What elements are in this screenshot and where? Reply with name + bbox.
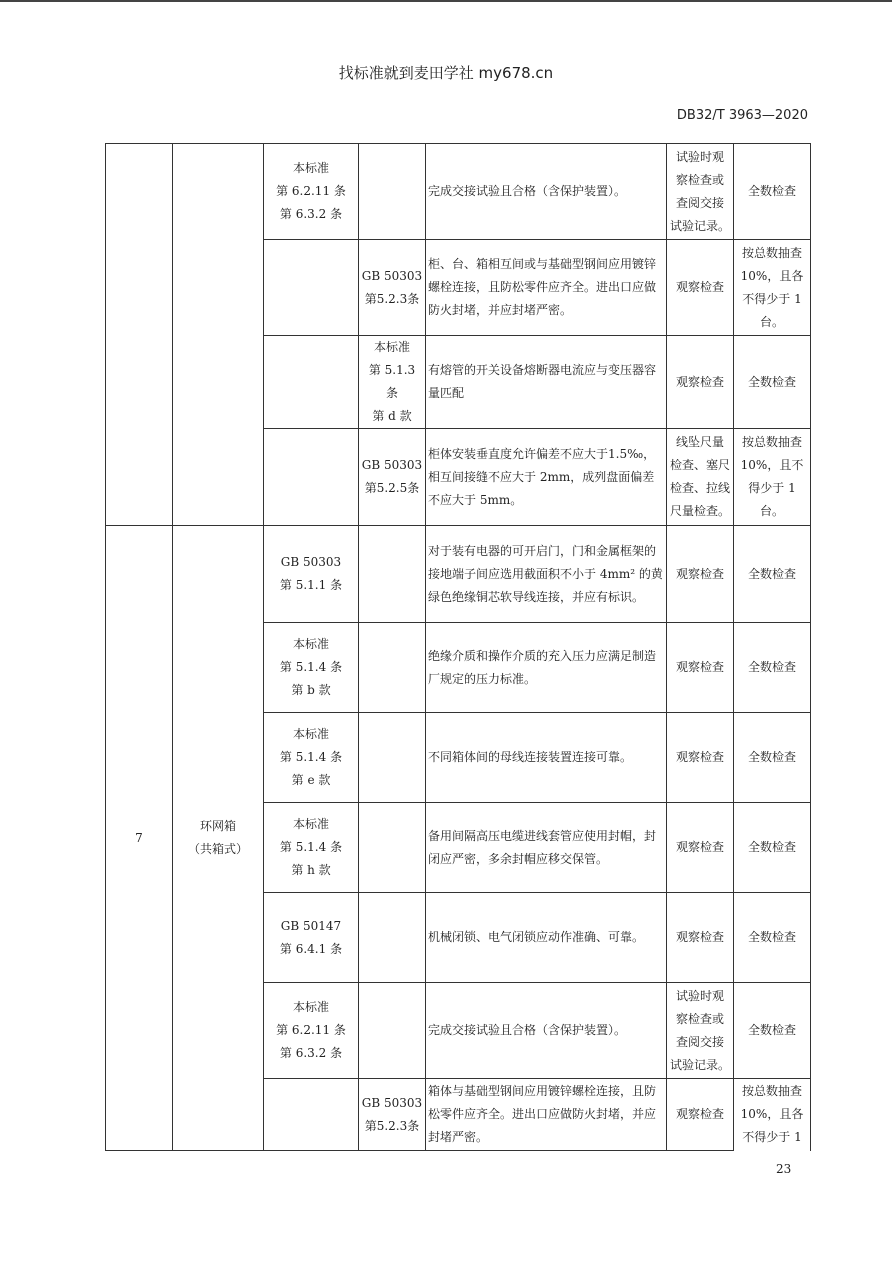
inspection-method-cell xyxy=(667,526,734,623)
item-number-cell xyxy=(106,144,173,526)
standard-ref-cell xyxy=(264,893,359,983)
general-ref-cell-line: 第 5.1.3 条 xyxy=(368,363,416,400)
inspection-quantity-cell xyxy=(734,983,811,1079)
inspection-quantity-cell-line: 全数检查 xyxy=(747,840,796,854)
inspection-quantity-cell xyxy=(734,526,811,623)
table-body xyxy=(106,144,811,1151)
general-ref-cell xyxy=(359,240,426,336)
item-number-cell: 7 xyxy=(106,526,173,1151)
requirement-cell: 箱体与基础型钢间应用镀锌螺栓连接，且防松零件应齐全。进出口应做防火封堵，并应封堵严密。 xyxy=(426,1079,667,1151)
standard-ref-cell-line: 第 6.3.2 条 xyxy=(279,207,343,221)
table-row xyxy=(106,526,811,623)
inspection-method-cell-line: 查阅交接 xyxy=(675,1034,724,1049)
inspection-method-cell-line: 试验时观 xyxy=(675,988,724,1003)
standard-ref-cell-line: GB 50303 xyxy=(280,555,342,569)
inspection-quantity-cell-line: 全数检查 xyxy=(747,750,796,764)
inspection-method-cell xyxy=(667,336,734,429)
inspection-quantity-cell xyxy=(734,429,811,526)
inspection-quantity-cell-line: 全数检查 xyxy=(747,1023,796,1037)
inspection-method-cell xyxy=(667,1079,734,1151)
general-ref-cell xyxy=(359,429,426,526)
inspection-quantity-cell xyxy=(734,144,811,240)
inspection-quantity-cell-line: 10%，且各 xyxy=(740,1107,804,1122)
inspection-quantity-cell-line: 不得少于 1 xyxy=(742,291,802,306)
inspection-method-cell-line: 察检查或 xyxy=(675,1011,724,1026)
standard-ref-cell xyxy=(264,623,359,713)
standard-ref-cell xyxy=(264,1079,359,1151)
inspection-quantity-cell-line: 全数检查 xyxy=(747,374,796,389)
equipment-name-cell-line: 环网箱 xyxy=(199,819,236,833)
inspection-quantity-cell-line: 10%，且不 xyxy=(740,458,804,472)
requirement-cell: 柜体安装垂直度允许偏差不应大于1.5‰，相互间接缝不应大于 2mm，成列盘面偏差不应大于 5mm。 xyxy=(426,429,667,526)
general-ref-cell-line: 本标准 xyxy=(373,340,410,354)
inspection-quantity-cell xyxy=(734,803,811,893)
inspection-method-cell-line: 试验时观 xyxy=(675,149,724,164)
general-ref-cell-line: 第5.2.3条 xyxy=(364,291,420,306)
inspection-quantity-cell-line: 10%，且各 xyxy=(740,268,804,283)
inspection-method-cell-line: 查阅交接 xyxy=(675,195,724,210)
general-ref-cell xyxy=(359,526,426,623)
standard-ref-cell xyxy=(264,526,359,623)
inspection-method-cell-line: 观察检查 xyxy=(675,566,724,581)
general-ref-cell-line: 第5.2.3条 xyxy=(364,1118,420,1133)
standard-ref-cell-line: 第 5.1.4 条 xyxy=(279,660,343,674)
standard-ref-cell xyxy=(264,803,359,893)
requirement-cell: 备用间隔高压电缆进线套管应使用封帽，封闭应严密，多余封帽应移交保管。 xyxy=(426,803,667,893)
inspection-quantity-cell-line: 按总数抽查 xyxy=(741,435,802,449)
standard-ref-cell xyxy=(264,336,359,429)
requirement-cell: 机械闭锁、电气闭锁应动作准确、可靠。 xyxy=(426,893,667,983)
general-ref-cell xyxy=(359,623,426,713)
standard-ref-cell-line: 本标准 xyxy=(292,637,329,651)
inspection-method-cell xyxy=(667,803,734,893)
standard-ref-cell xyxy=(264,240,359,336)
inspection-quantity-cell xyxy=(734,623,811,713)
inspection-quantity-cell xyxy=(734,713,811,803)
standard-ref-cell-line: 第 5.1.1 条 xyxy=(279,578,343,592)
document-code: DB32/T 3963—2020 xyxy=(676,108,808,123)
equipment-name-cell xyxy=(173,144,264,526)
inspection-quantity-cell xyxy=(734,240,811,336)
requirement-cell: 绝缘介质和操作介质的充入压力应满足制造厂规定的压力标准。 xyxy=(426,623,667,713)
inspection-method-cell xyxy=(667,713,734,803)
requirement-cell: 有熔管的开关设备熔断器电流应与变压器容量匹配 xyxy=(426,336,667,429)
general-ref-cell xyxy=(359,713,426,803)
standard-ref-cell-line: GB 50147 xyxy=(280,918,342,933)
inspection-method-cell-line: 检查、塞尺 xyxy=(669,458,730,472)
inspection-method-cell xyxy=(667,429,734,526)
table-row xyxy=(106,144,811,240)
general-ref-cell xyxy=(359,893,426,983)
general-ref-cell xyxy=(359,803,426,893)
inspection-method-cell xyxy=(667,893,734,983)
general-ref-cell xyxy=(359,144,426,240)
inspection-quantity-cell-line: 台。 xyxy=(759,314,784,329)
inspection-method-cell-line: 检查、拉线 xyxy=(669,481,730,495)
inspection-method-cell-line: 观察检查 xyxy=(675,840,724,854)
standard-ref-cell xyxy=(264,429,359,526)
standard-ref-cell-line: 第 6.4.1 条 xyxy=(279,941,343,956)
general-ref-cell-line: GB 50303 xyxy=(361,1095,423,1110)
general-ref-cell-line: 第5.2.5条 xyxy=(364,481,420,495)
requirement-cell: 完成交接试验且合格（含保护装置）。 xyxy=(426,144,667,240)
general-ref-cell-line: 第 d 款 xyxy=(372,409,412,423)
inspection-method-cell-line: 线坠尺量 xyxy=(675,435,724,449)
watermark-header: 找标准就到麦田学社 my678.cn xyxy=(338,64,554,82)
inspection-method-cell xyxy=(667,983,734,1079)
inspection-method-cell-line: 尺量检查。 xyxy=(669,504,730,518)
inspection-quantity-cell-line: 全数检查 xyxy=(747,930,796,944)
standard-ref-cell-line: 本标准 xyxy=(292,1000,329,1014)
standard-ref-cell-line: 第 h 款 xyxy=(291,863,331,877)
inspection-method-cell-line: 察检查或 xyxy=(675,172,724,187)
standard-ref-cell-line: 第 5.1.4 条 xyxy=(279,750,343,764)
requirement-cell: 不同箱体间的母线连接装置连接可靠。 xyxy=(426,713,667,803)
inspection-quantity-cell xyxy=(734,1079,811,1151)
inspection-quantity-cell-line: 得少于 1 xyxy=(748,481,796,495)
inspection-method-cell-line: 试验记录。 xyxy=(669,1057,730,1072)
inspection-method-cell xyxy=(667,240,734,336)
requirement-cell: 柜、台、箱相互间或与基础型钢间应用镀锌螺栓连接，且防松零件应齐全。进出口应做防火封堵，并应封堵严密。 xyxy=(426,240,667,336)
inspection-method-cell-line: 观察检查 xyxy=(675,660,724,674)
standard-ref-cell-line: 第 6.3.2 条 xyxy=(279,1046,343,1060)
inspection-quantity-cell-line: 按总数抽查 xyxy=(741,1084,802,1099)
standard-ref-cell xyxy=(264,713,359,803)
requirement-cell: 对于装有电器的可开启门，门和金属框架的接地端子间应选用截面积不小于 4mm² 的黄绿色绝缘铜芯软导线连接，并应有标识。 xyxy=(426,526,667,623)
inspection-quantity-cell xyxy=(734,893,811,983)
standard-ref-cell-line: 第 e 款 xyxy=(291,773,331,787)
inspection-quantity-cell-line: 台。 xyxy=(759,504,784,518)
inspection-method-cell xyxy=(667,623,734,713)
standard-ref-cell-line: 第 6.2.11 条 xyxy=(276,1023,346,1037)
inspection-table xyxy=(105,143,811,1151)
inspection-quantity-cell-line: 全数检查 xyxy=(747,184,796,198)
general-ref-cell xyxy=(359,1079,426,1151)
general-ref-cell xyxy=(359,336,426,429)
equipment-name-cell xyxy=(173,526,264,1151)
standard-ref-cell xyxy=(264,144,359,240)
inspection-quantity-cell-line: 按总数抽查 xyxy=(741,245,802,260)
standard-ref-cell-line: 第 5.1.4 条 xyxy=(279,840,343,854)
inspection-quantity-cell xyxy=(734,336,811,429)
page-number: 23 xyxy=(776,1162,792,1176)
inspection-method-cell-line: 观察检查 xyxy=(675,930,724,944)
general-ref-cell-line: GB 50303 xyxy=(361,458,423,472)
inspection-method-cell xyxy=(667,144,734,240)
page-top-border xyxy=(0,0,892,2)
standard-ref-cell-line: 第 b 款 xyxy=(291,683,331,697)
inspection-method-cell-line: 观察检查 xyxy=(675,374,724,389)
equipment-name-cell-line: （共箱式） xyxy=(187,842,248,856)
requirement-cell: 完成交接试验且合格（含保护装置）。 xyxy=(426,983,667,1079)
standard-ref-cell-line: 第 6.2.11 条 xyxy=(276,184,346,198)
general-ref-cell xyxy=(359,983,426,1079)
inspection-method-cell-line: 观察检查 xyxy=(675,280,724,294)
inspection-quantity-cell-line: 全数检查 xyxy=(747,566,796,581)
general-ref-cell-line: GB 50303 xyxy=(361,268,423,283)
standard-ref-cell xyxy=(264,983,359,1079)
standard-ref-cell-line: 本标准 xyxy=(292,727,329,741)
inspection-method-cell-line: 观察检查 xyxy=(675,750,724,764)
inspection-method-cell-line: 试验记录。 xyxy=(669,218,730,233)
inspection-quantity-cell-line: 全数检查 xyxy=(747,660,796,674)
standard-ref-cell-line: 本标准 xyxy=(292,817,329,831)
standard-ref-cell-line: 本标准 xyxy=(292,161,329,175)
inspection-method-cell-line: 观察检查 xyxy=(675,1107,724,1121)
inspection-quantity-cell-line: 不得少于 1 xyxy=(742,1130,802,1145)
